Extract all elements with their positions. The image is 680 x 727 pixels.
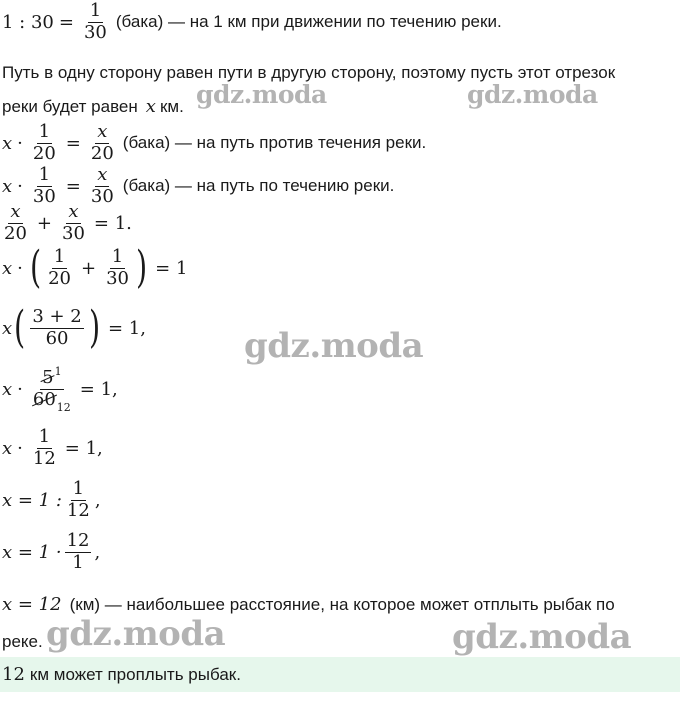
math-variable: x: [2, 175, 13, 197]
math-rhs: = 1,: [64, 437, 103, 459]
equation-line-3: [2, 123, 426, 164]
denominator: 30: [32, 185, 56, 207]
denominator: 20: [4, 222, 27, 244]
numerator: 3 + 2: [32, 305, 82, 327]
equation-line-10: [2, 480, 101, 521]
equals-sign: =: [65, 175, 81, 197]
answer-number: 12: [2, 664, 25, 685]
explanation-text: (бака) — на путь против течения реки.: [122, 133, 427, 153]
equals-sign: =: [65, 132, 81, 154]
denominator: 1: [72, 551, 84, 573]
plus-sign: +: [80, 257, 97, 279]
fraction: [65, 532, 92, 573]
math-rhs: = 1: [155, 257, 188, 279]
explanation-text: (бака) — на 1 км при движении по течению реки.: [115, 12, 502, 32]
right-paren: ): [135, 242, 148, 293]
math-variable: x: [2, 132, 13, 154]
math-variable: x: [2, 437, 13, 459]
denominator: 30: [90, 185, 114, 207]
numerator: 1: [72, 478, 85, 499]
equation-line-8: [2, 365, 118, 414]
left-paren: (: [29, 242, 42, 293]
math-lhs: x = 1 ·: [2, 541, 62, 563]
numerator: x: [97, 164, 108, 185]
equation-line-1: [2, 2, 502, 43]
math-variable: x: [145, 96, 156, 117]
paragraph-line-2: [2, 96, 184, 117]
equation-line-5: [2, 203, 132, 244]
text-segment: км.: [159, 97, 184, 116]
reduced-number: 12: [56, 400, 71, 414]
fraction: [31, 123, 58, 164]
fraction: [89, 166, 116, 207]
numerator: 1: [53, 245, 66, 267]
numerator: 1: [38, 426, 51, 447]
fraction: [31, 166, 58, 207]
denominator: [31, 388, 73, 414]
denominator: 20: [90, 142, 114, 164]
denominator: 30: [83, 21, 107, 43]
left-paren: (: [14, 302, 26, 353]
fraction: [31, 428, 58, 469]
fraction: [31, 365, 73, 414]
fraction: [89, 123, 116, 164]
denominator: 12: [32, 447, 56, 469]
math-result: x = 12: [2, 594, 62, 615]
denominator: 12: [66, 499, 90, 521]
math-lhs: 1 : 30: [2, 11, 54, 33]
numerator: 1: [111, 245, 124, 267]
math-lhs: x = 1 :: [2, 489, 62, 511]
result-line-2: реке.: [2, 632, 43, 651]
result-line: [2, 594, 615, 615]
denominator: 30: [62, 222, 85, 244]
dot-operator: ·: [17, 175, 23, 197]
equation-line-4: [2, 166, 394, 207]
math-rhs: = 1.: [93, 212, 132, 234]
math-variable: x: [2, 378, 13, 400]
watermark: gdz.moda: [452, 617, 632, 657]
fraction: [104, 245, 131, 289]
math-rhs: = 1,: [107, 317, 146, 339]
numerator: x: [97, 121, 108, 142]
text-segment: реки будет равен: [2, 97, 138, 116]
numerator: 1: [38, 164, 51, 185]
cancelled-number: 60: [32, 388, 56, 410]
math-variable: x: [2, 257, 13, 279]
dot-operator: ·: [17, 132, 23, 154]
fraction: [82, 2, 109, 43]
math-variable: x: [2, 317, 13, 339]
fraction: [60, 203, 87, 244]
watermark: gdz.moda: [46, 614, 226, 654]
denominator: 20: [48, 267, 71, 289]
comma: ,: [94, 489, 101, 511]
equation-line-7: [2, 302, 146, 353]
equation-line-11: [2, 532, 100, 573]
explanation-text: (бака) — на путь по течению реки.: [122, 176, 395, 196]
reduced-number: 1: [54, 365, 62, 378]
watermark: gdz.moda: [244, 326, 424, 366]
numerator: x: [68, 201, 79, 222]
watermark: gdz.moda: [196, 80, 327, 109]
text-segment: (км) — наибольшее расстояние, на которое может отплыть рыбак по: [69, 595, 615, 614]
denominator: 20: [32, 142, 56, 164]
denominator: 60: [45, 327, 69, 349]
answer-box: [0, 657, 680, 692]
fraction: [46, 245, 73, 289]
numerator: [40, 365, 63, 390]
fraction: [2, 203, 29, 244]
cancelled-number: 5: [42, 367, 54, 388]
numerator: 1: [89, 0, 102, 21]
numerator: 12: [66, 530, 90, 551]
numerator: 1: [38, 121, 51, 142]
fraction: [65, 480, 92, 521]
equation-line-6: [2, 242, 188, 293]
fraction: [30, 305, 83, 349]
equals-sign: =: [58, 11, 74, 33]
equation-line-9: [2, 428, 103, 469]
watermark: gdz.moda: [467, 80, 598, 109]
dot-operator: ·: [17, 437, 23, 459]
denominator: 30: [106, 267, 129, 289]
paragraph-line: Путь в одну сторону равен пути в другую сторону, поэтому пусть этот отрезок: [2, 63, 616, 82]
right-paren: ): [88, 302, 100, 353]
plus-sign: +: [36, 212, 52, 234]
dot-operator: ·: [17, 378, 23, 400]
answer-text: км может проплыть рыбак.: [29, 664, 241, 684]
dot-operator: ·: [17, 257, 23, 279]
comma: ,: [94, 541, 101, 563]
numerator: x: [10, 201, 21, 222]
math-rhs: = 1,: [79, 378, 118, 400]
